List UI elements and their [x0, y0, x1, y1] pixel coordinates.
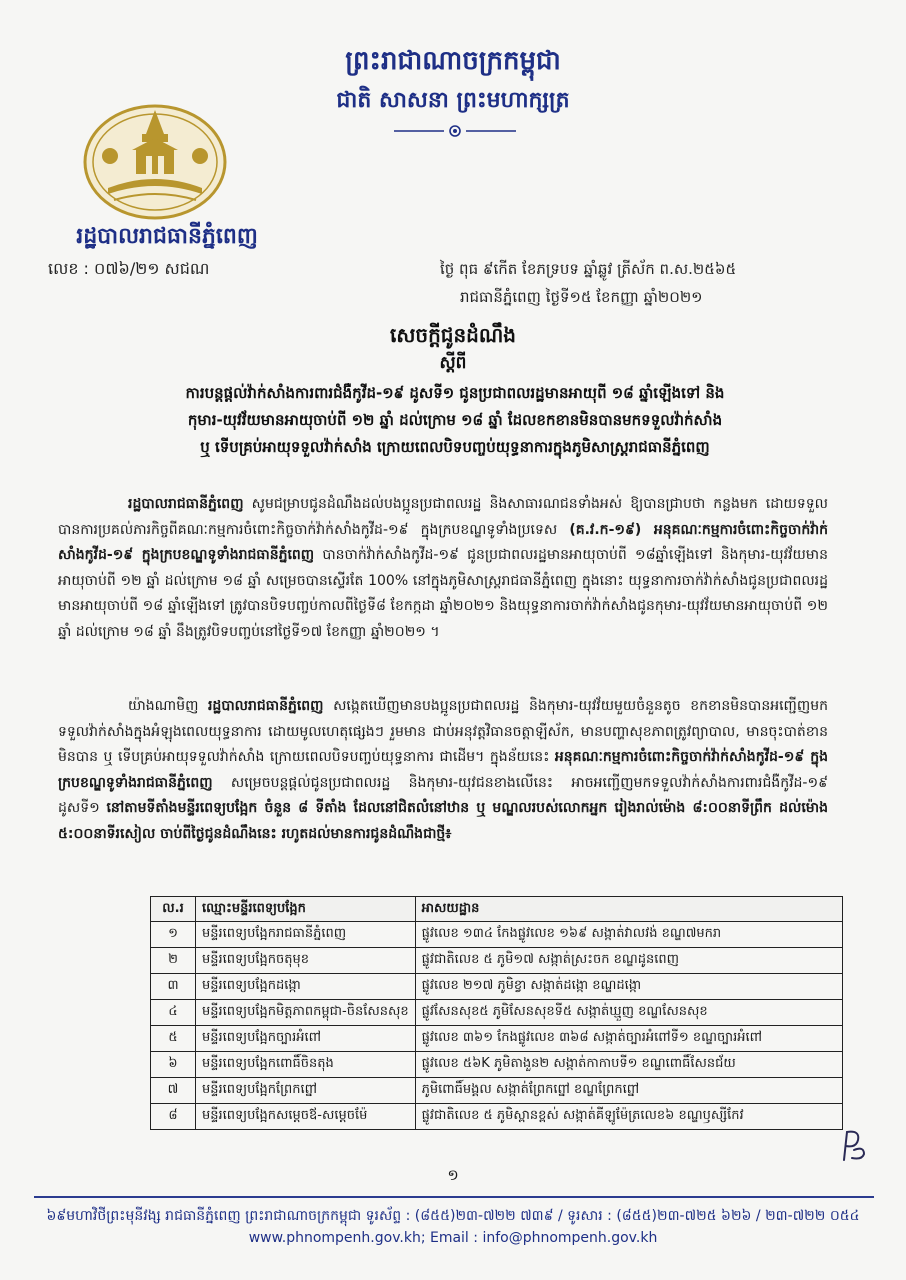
subject-line: កុមារ-យុវវ័យមានអាយុចាប់ពី ១២ ឆ្នាំ ដល់ក្រោម ១៨ ឆ្នាំ ដែលខកខានមិនបានមកទទួលវ៉ាក់សាំង: [187, 411, 723, 429]
table-header-row: [151, 897, 843, 922]
hospital-address: ផ្លូវជាតិលេខ ៥ ភូមិស្ពានខ្ពស់ សង្កាត់គីឡូម៉ែត្រលេខ៦ ខណ្ឌឫស្សីកែវ: [415, 1104, 842, 1130]
subject-line: ឬ ទើបគ្រប់អាយុទទួលវ៉ាក់សាំង ក្រោយពេលបិទបញ្ចប់យុទ្ធនាការក្នុងភូមិសាស្ត្ររាជធានីភ្នំពេញ: [200, 438, 710, 456]
column-header-address: អាសយដ្ឋាន: [415, 897, 842, 922]
row-number: ៦: [151, 1052, 196, 1078]
paragraph-text: សង្កេតឃើញមានបងប្អូនប្រជាពលរដ្ឋ និងកុមារ-យុវវ័យមួយចំនួនតូច ខកខានមិនបានអញ្ជើញមកទទួលវ៉ាក់សាំងក្នុងអំឡុងពេលយុទ្ធនាការ ដោយមូលហេតុផ្សេងៗ រួមមាន ជាប់អនុវត្តវិធានចត្តាឡីស័ក, មានបញ្ហាសុខភាពត្រូវព្យាបាល, មានចុះបាត់ខានមិនបាន ឬ ទើបគ្រប់អាយុទទួលវ៉ាក់សាំង ក្រោយពេលបិទបញ្ចប់យុទ្ធនាការ ជាដើម។ ក្នុងន័យនេះ: [58, 698, 828, 766]
row-number: ៨: [151, 1104, 196, 1130]
body-paragraph-2: [58, 694, 828, 848]
hospital-name: មន្ទីរពេទ្យបង្អែកសម្តេចឪ-សម្តេចម៉ែ: [196, 1104, 416, 1130]
issuer-mention: រដ្ឋបាលរាជធានីភ្នំពេញ: [128, 496, 244, 512]
lunar-date: ថ្ងៃ ពុធ ៩កើត ខែភទ្របទ ឆ្នាំឆ្លូវ ត្រីស័ក ព.ស.២៥៦៥: [440, 260, 737, 278]
initials-signature-icon: [838, 1126, 870, 1166]
table-row: [151, 1052, 843, 1078]
column-header-hospital: ឈ្មោះមន្ទីរពេទ្យបង្អែក: [196, 897, 416, 922]
hospital-name: មន្ទីរពេទ្យបង្អែកមិត្តភាពកម្ពុជា-ចិនសែនសុខ: [196, 1000, 416, 1026]
footer-address: ៦៩មហាវិថីព្រះមុនីវង្ស រាជធានីភ្នំពេញ ព្រះរាជាណាចក្រកម្ពុជា ទូរស័ព្ទ : (៨៥៥)២៣-៧២២ ៧៣៩ / ទូរសារ : (៨៥៥)២៣-៧២៥ ៦២៦ / ២៣-៧២២ ០៥៤: [46, 1208, 860, 1224]
kingdom-heading: ព្រះរាជាណាចក្រកម្ពុជា: [345, 46, 561, 76]
paragraph-text: យ៉ាងណាមិញ: [128, 698, 208, 714]
hospital-name: មន្ទីរពេទ្យបង្អែកចតុមុខ: [196, 948, 416, 974]
referral-hospital-table: [150, 896, 843, 1130]
committee-mention: អនុគណៈកម្មការចំពោះកិច្ចចាក់វ៉ាក់សាំងកូវីដ-១៩ ក្នុងក្របខណ្ឌទូទាំងរាជធានីភ្នំពេញ: [58, 749, 828, 791]
notice-subject: [100, 380, 810, 461]
hospital-address: ផ្លូវលេខ ១៣៤ កែងផ្លូវលេខ ១៦៩ សង្កាត់វាលវង់ ខណ្ឌ៧មករា: [415, 922, 842, 948]
subject-line: ការបន្តផ្តល់វ៉ាក់សាំងការពារជំងឺកូវីដ-១៩ ដូសទី១ ជូនប្រជាពលរដ្ឋមានអាយុពី ១៨ ឆ្នាំឡើងទៅ និង: [185, 384, 725, 402]
reference-number: លេខ : ០៧៦/២១ សជណ: [48, 259, 210, 278]
phnom-penh-seal-icon: [80, 96, 230, 222]
hospital-name: មន្ទីរពេទ្យបង្អែករាជធានីភ្នំពេញ: [196, 922, 416, 948]
table-row: [151, 1078, 843, 1104]
heading-ornament-icon: [390, 124, 520, 138]
national-motto: ជាតិ សាសនា ព្រះមហាក្សត្រ: [336, 88, 570, 113]
row-number: ៥: [151, 1026, 196, 1052]
body-paragraph-1: [58, 492, 828, 646]
paragraph-text: សូមជម្រាបជូនដំណឹងដល់បងប្អូនប្រជាពលរដ្ឋ និងសាធារណជនទាំងអស់ ឱ្យបានជ្រាបថា កន្លងមក ដោយទទួលបានការប្រគល់ភារកិច្ចពីគណៈកម្មការចំពោះកិច្ចចាក់វ៉ាក់សាំងកូវីដ-១៩ ក្នុងក្របខណ្ឌទូទាំងប្រទេស: [58, 496, 828, 538]
row-number: ១: [151, 922, 196, 948]
row-number: ៣: [151, 974, 196, 1000]
row-number: ៤: [151, 1000, 196, 1026]
hospital-address: ផ្លូវលេខ ៣៦១ កែងផ្លូវលេខ ៣៦៨ សង្កាត់ច្បារអំពៅទី១ ខណ្ឌច្បារអំពៅ: [415, 1026, 842, 1052]
hospital-name: មន្ទីរពេទ្យបង្អែកច្បារអំពៅ: [196, 1026, 416, 1052]
committee-mention: (គ.វ.ក-១៩) អនុគណៈកម្មការចំពោះកិច្ចចាក់វ៉ាក់សាំងកូវីដ-១៩ ក្នុងក្របខណ្ឌទូទាំងរាជធានីភ្នំពេញ: [58, 521, 828, 564]
hospital-address: ផ្លូវលេខ ២១៧ ភូមិខ្វា សង្កាត់ដង្កោ ខណ្ឌដង្កោ: [415, 974, 842, 1000]
table-row: [151, 922, 843, 948]
hospital-name: មន្ទីរពេទ្យបង្អែកព្រែកព្នៅ: [196, 1078, 416, 1104]
table-row: [151, 1000, 843, 1026]
column-header-no: ល.រ: [151, 897, 196, 922]
table-row: [151, 1104, 843, 1130]
hospital-address: ភូមិពោធិ៍មង្គល សង្កាត់ព្រែកព្នៅ ខណ្ឌព្រែកព្នៅ: [415, 1078, 842, 1104]
hospital-address: ផ្លូវសែនសុខ៥ ភូមិសែនសុខទី៥ សង្កាត់ឃ្មួញ ខណ្ឌសែនសុខ: [415, 1000, 842, 1026]
hospital-name: មន្ទីរពេទ្យបង្អែកពោធិ៍ចិនតុង: [196, 1052, 416, 1078]
solar-date: រាជធានីភ្នំពេញ ថ្ងៃទី១៥ ខែកញ្ញា ឆ្នាំ២០២១: [460, 288, 703, 306]
footer-divider: [34, 1196, 874, 1198]
schedule-mention: នៅតាមទីតាំងមន្ទីរពេទ្យបង្អែក ចំនួន ៨ ទីតាំង ដែលនៅជិតលំនៅឋាន ឬ មណ្ឌលរបស់លោកអ្នក រៀងរាល់ម៉ោង ៨:០០នាទីព្រឹក ដល់ម៉ោង ៥:០០នាទីរសៀល ចាប់ពីថ្ងៃជូនដំណឹងនេះ រហូតដល់មានការជូនដំណឹងជាថ្មី៖: [58, 800, 829, 842]
page-number: ១: [447, 1166, 459, 1184]
table-row: [151, 1026, 843, 1052]
row-number: ៧: [151, 1078, 196, 1104]
paragraph-text: បានចាក់វ៉ាក់សាំងកូវីដ-១៩ ជូនប្រជាពលរដ្ឋមានអាយុចាប់ពី ១៨ឆ្នាំឡើងទៅ និងកុមារ-យុវវ័យមានអាយុចាប់ពី ១២ ឆ្នាំ ដល់ក្រោម ១៨ ឆ្នាំ សម្រេចបានស្ទើរតែ 100% នៅក្នុងភូមិសាស្ត្ររាជធានីភ្នំពេញ ក្នុងនោះ យុទ្ធនាការចាក់វ៉ាក់សាំងជូនប្រជាពលរដ្ឋមានអាយុចាប់ពី ១៨ ឆ្នាំឡើងទៅ ត្រូវបានបិទបញ្ចប់កាលពីថ្ងៃទី៨ ខែកក្កដា ឆ្នាំ២០២១ និងយុទ្ធនាការចាក់វ៉ាក់សាំងជូនកុមារ-យុវវ័យមានអាយុចាប់ពី ១២ ឆ្នាំ ដល់ក្រោម ១៨ ឆ្នាំ នឹងត្រូវបិទបញ្ចប់នៅថ្ងៃទី១៧ ខែកញ្ញា ឆ្នាំ២០២១ ។: [58, 547, 829, 640]
table-row: [151, 948, 843, 974]
row-number: ២: [151, 948, 196, 974]
hospital-address: ផ្លូវជាតិលេខ ៥ ភូមិ១៧ សង្កាត់ស្រះចក ខណ្ឌដូនពេញ: [415, 948, 842, 974]
regarding-label: ស្តីពី: [439, 353, 467, 373]
hospital-address: ផ្លូវលេខ ៥៦K ភូមិតាងួន២ សង្កាត់កាកាបទី១ ខណ្ឌពោធិ៍សែនជ័យ: [415, 1052, 842, 1078]
issuer-name: រដ្ឋបាលរាជធានីភ្នំពេញ: [76, 224, 258, 249]
footer-contact: www.phnompenh.gov.kh; Email : info@phnompenh.gov.kh: [248, 1230, 658, 1246]
hospital-name: មន្ទីរពេទ្យបង្អែកដង្កោ: [196, 974, 416, 1000]
notice-title: សេចក្តីជូនដំណឹង: [390, 323, 516, 347]
paragraph-text: សម្រេចបន្តផ្តល់ជូនប្រជាពលរដ្ឋ និងកុមារ-យុវជនខាងលើនេះ អាចអញ្ជើញមកទទួលវ៉ាក់សាំងការពារជំងឺកូវីដ-១៩ ដូសទី១: [58, 774, 828, 817]
issuer-mention: រដ្ឋបាលរាជធានីភ្នំពេញ: [207, 698, 324, 714]
table-row: [151, 974, 843, 1000]
